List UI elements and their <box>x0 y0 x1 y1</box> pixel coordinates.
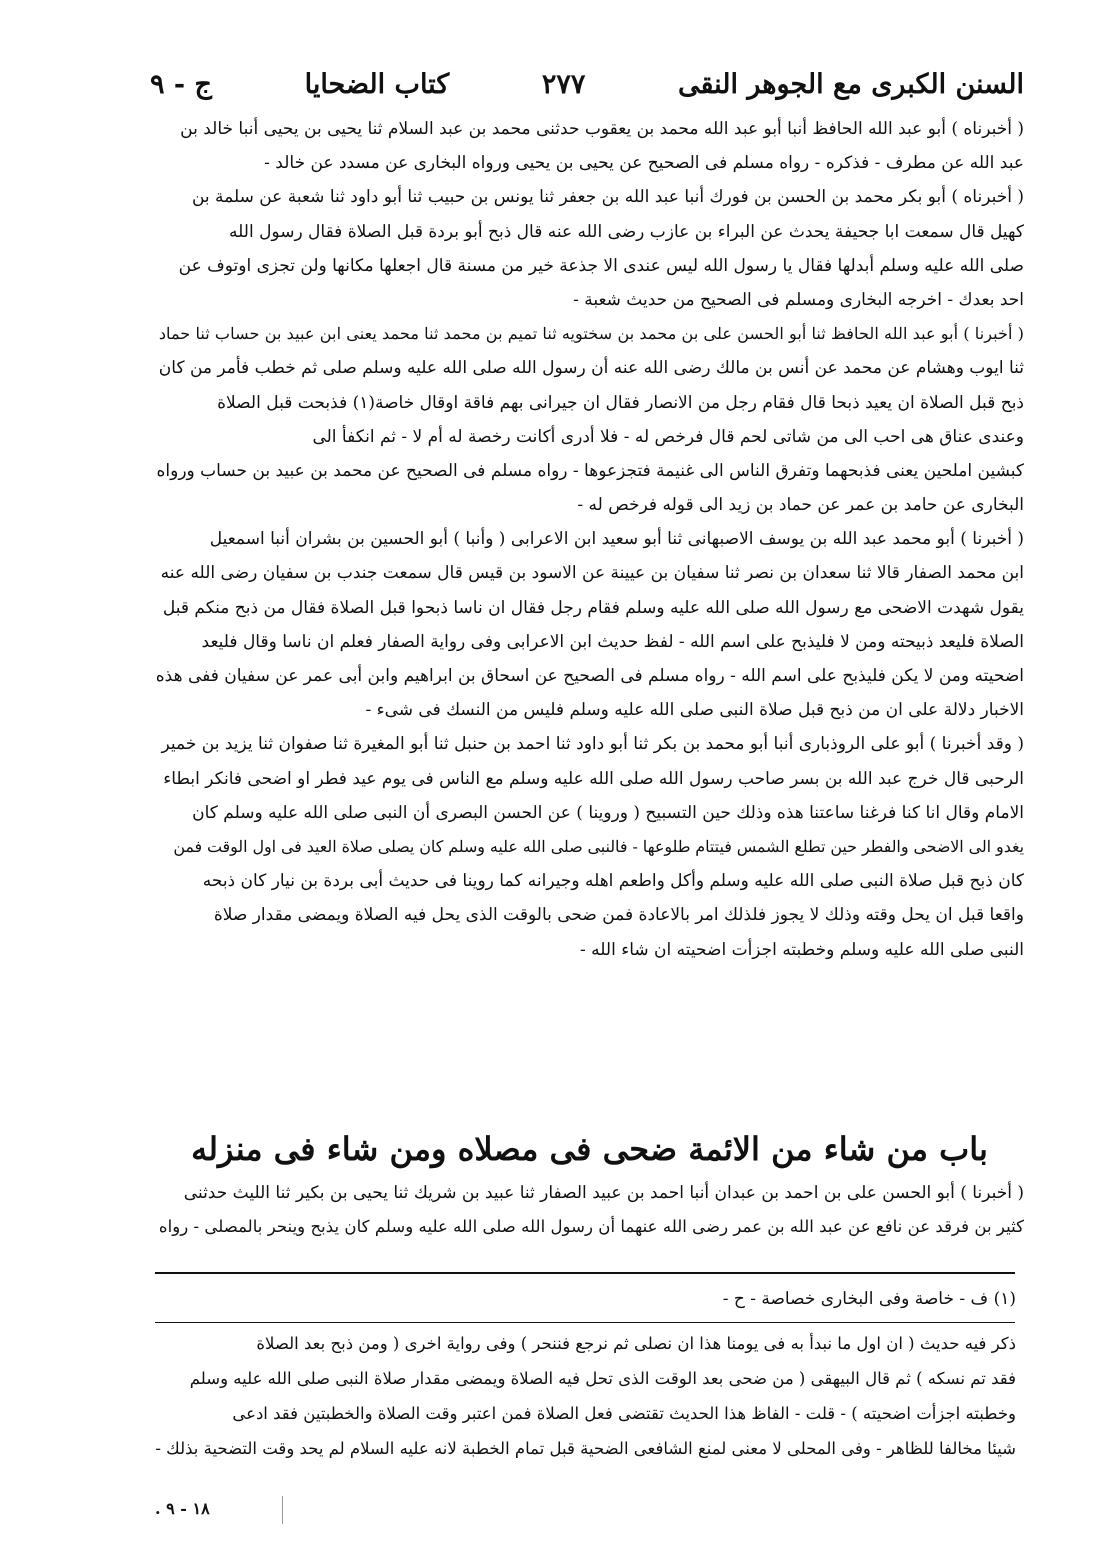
text-line: ( أخبرنا ) أبو محمد عبد الله بن يوسف الاصبهانى ثنا أبو سعيد ابن الاعرابى ( وأنبا ) أبو الحسين بن بشران أنبا اسمعيل <box>209 529 1024 550</box>
text-line: ( أخبرنا ) أبو الحسن على بن احمد بن عبدان أنبا احمد بن عبيد الصفار ثنا عبيد بن شريك ثنا يحيى بن بكير ثنا الليث حدثنى <box>183 1183 1024 1203</box>
text-line: الرحبى قال خرج عبد الله بن بسر صاحب رسول الله صلى الله عليه وسلم مع الناس فى يوم عيد فطر او اضحى فانكر ابطاء <box>163 768 1024 789</box>
footnote-divider <box>155 1272 1015 1274</box>
main-text <box>155 112 1024 967</box>
chapter-text <box>155 1176 1024 1244</box>
book-title: السنن الكبرى مع الجوهر النقى <box>677 68 1024 100</box>
signature-divider <box>282 1496 283 1524</box>
commentary-line: شيئا مخالفا للظاهر - وفى المحلى لا معنى لمنع الشافعى الضحية قبل تمام الخطبة لانه عليه السلام لم يحد وقت التضحية بذلك - <box>155 1439 1016 1458</box>
text-line: الاخبار دلالة على ان من ذبح قبل صلاة النبى صلى الله عليه وسلم فليس من النسك فى شىء - <box>365 700 1024 721</box>
commentary-text <box>155 1326 1016 1466</box>
text-line: ذبح قبل الصلاة ان يعيد ذبحا قال فقام رجل من الانصار فقال ان جيرانى بهم فاقة اوقال خاصة(١) فذبحت قبل الصلاة <box>217 392 1024 413</box>
text-line: ( أخبرنا ) أبو عبد الله الحافظ ثنا أبو الحسن على بن محمد بن سختويه ثنا تميم بن محمد ثنا محمد يعنى ابن عبيد بن حساب ثنا حماد <box>158 324 1024 344</box>
text-line: صلى الله عليه وسلم أبدلها فقال يا رسول الله ليس عندى الا جذعة خير من مسنة قال اجعلها مكانها ولن تجزى اوتوف عن <box>178 255 1024 276</box>
text-line: يغدو الى الاضحى والفطر حين تطلع الشمس فيتتام طلوعها - فالنبى صلى الله عليه وسلم كان يصلى صلاة العيد فى اول الوقت فمن <box>173 836 1024 856</box>
text-line: كبشين املحين يعنى فذبحهما وتفرق الناس الى غنيمة فتجزعوها - رواه مسلم فى الصحيح عن محمد بن عبيد بن حساب ورواه <box>156 460 1024 481</box>
text-line: وعندى عناق هى احب الى من شاتى لحم قال فرخص له - فلا أدرى أكانت رخصة له أم لا - ثم انكفأ الى <box>312 426 1024 447</box>
commentary-line: وخطبته اجزأت اضحيته ) - قلت - الفاظ هذا الحديث تقتضى فعل الصلاة فمن اعتبر وقت الصلاة والخطبتين فقد ادعى <box>232 1404 1016 1423</box>
text-line: كان ذبح قبل صلاة النبى صلى الله عليه وسلم وأكل واطعم اهله وجيرانه كما روينا فى حديث أبى بردة بن نيار كان ذبحه <box>202 871 1024 892</box>
text-line: يقول شهدت الاضحى مع رسول الله صلى الله عليه وسلم فقام رجل فقال ان ناسا ذبحوا قبل الصلاة فقال من ذبح منكم قبل <box>162 597 1024 618</box>
text-line: ثنا ايوب وهشام عن محمد عن أنس بن مالك رضى الله عنه أن رسول الله صلى الله عليه وسلم صلى ثم خطب فأمر من كان <box>158 358 1024 379</box>
text-line: احد بعدك - اخرجه البخارى ومسلم فى الصحيح من حديث شعبة - <box>573 289 1024 310</box>
text-line: ابن محمد الصفار قالا ثنا سعدان بن نصر ثنا سفيان بن عيينة عن الاسود بن قيس قال سمعت جندب بن سفيان رضى الله عنه <box>160 563 1024 584</box>
chapter-heading: باب من شاء من الائمة ضحى فى مصلاه ومن شاء فى منزله <box>191 1130 988 1168</box>
commentary-divider <box>155 1322 1015 1323</box>
footnote: (١) ف - خاصة وفى البخارى خصاصة - ح - <box>722 1289 1016 1309</box>
running-header <box>150 62 1024 106</box>
text-line: الامام وقال انا كنا فرغنا ساعتنا هذه وذلك حين التسبيح ( وروينا ) عن الحسن البصرى أن النبى صلى الله عليه وسلم كان <box>192 802 1024 823</box>
text-line: كثير بن فرقد عن نافع عن عبد الله بن عمر رضى الله عنهما أن رسول الله صلى الله عليه وسلم كان يذبح وينحر بالمصلى - رواه <box>158 1217 1024 1237</box>
text-line: اضحيته ومن لا يكن فليذبح على اسم الله - رواه مسلم فى الصحيح عن اسحاق بن ابراهيم وابن أبى عمر عن سفيان ففى هذه <box>155 666 1024 686</box>
text-line: الصلاة فليعد ذبيحته ومن لا فليذبح على اسم الله - لفظ حديث ابن الاعرابى وفى رواية الصفار فعلم ان ناسا وقال فليعد <box>201 631 1024 652</box>
text-line: البخارى عن حامد بن عمر عن حماد بن زيد الى قوله فرخص له - <box>577 495 1024 516</box>
text-line: النبى صلى الله عليه وسلم وخطبته اجزأت اضحيته ان شاء الله - <box>580 939 1024 960</box>
text-line: عبد الله عن مطرف - فذكره - رواه مسلم فى الصحيح عن يحيى بن يحيى ورواه البخارى عن مسدد عن خالد - <box>264 153 1024 174</box>
commentary-line: فقد تم نسكه ) ثم قال البيهقى ( من ضحى بعد الوقت الذى تحل فيه الصلاة ويمضى مقدار صلاة النبى صلى الله عليه وسلم <box>189 1369 1016 1388</box>
book-section-title: كتاب الضحايا <box>304 68 450 100</box>
commentary-line: ذكر فيه حديث ( ان اول ما نبدأ به فى يومنا هذا ان نصلى ثم نرجع فننحر ) وفى رواية اخرى ( ومن ذبح بعد الصلاة <box>256 1334 1016 1353</box>
text-line: ( أخبرناه ) أبو بكر محمد بن الحسن بن فورك أنبا عبد الله بن جعفر ثنا يونس بن حبيب ثنا أبو داود ثنا شعبة عن سلمة بن <box>191 187 1024 208</box>
printer-signature: ١٨ - ٩ . <box>155 1499 210 1518</box>
volume-label: ج - ٩ <box>150 68 212 100</box>
page-number: ٢٧٧ <box>541 68 586 100</box>
text-line: واقعا قبل ان يحل وقته وذلك لا يجوز فلذلك امر بالاعادة فمن ضحى بالوقت الذى يحل فيه الصلاة ويمضى مقدار صلاة <box>213 905 1024 926</box>
text-line: كهيل قال سمعت ابا جحيفة يحدث عن البراء بن عازب رضى الله عنه قال ذبح أبو بردة قبل الصلاة فقال رسول الله <box>229 221 1024 242</box>
text-line: ( وقد أخبرنا ) أبو على الروذبارى أنبا أبو محمد بن بكر ثنا أبو داود ثنا احمد بن حنبل ثنا أبو المغيرة ثنا صفوان ثنا يزيد بن خمير <box>161 734 1024 755</box>
text-line: ( أخبرناه ) أبو عبد الله الحافظ أنبا أبو عبد الله محمد بن يعقوب حدثنى محمد بن عبد السلام ثنا يحيى بن يحيى أنبا خالد بن <box>180 119 1024 139</box>
